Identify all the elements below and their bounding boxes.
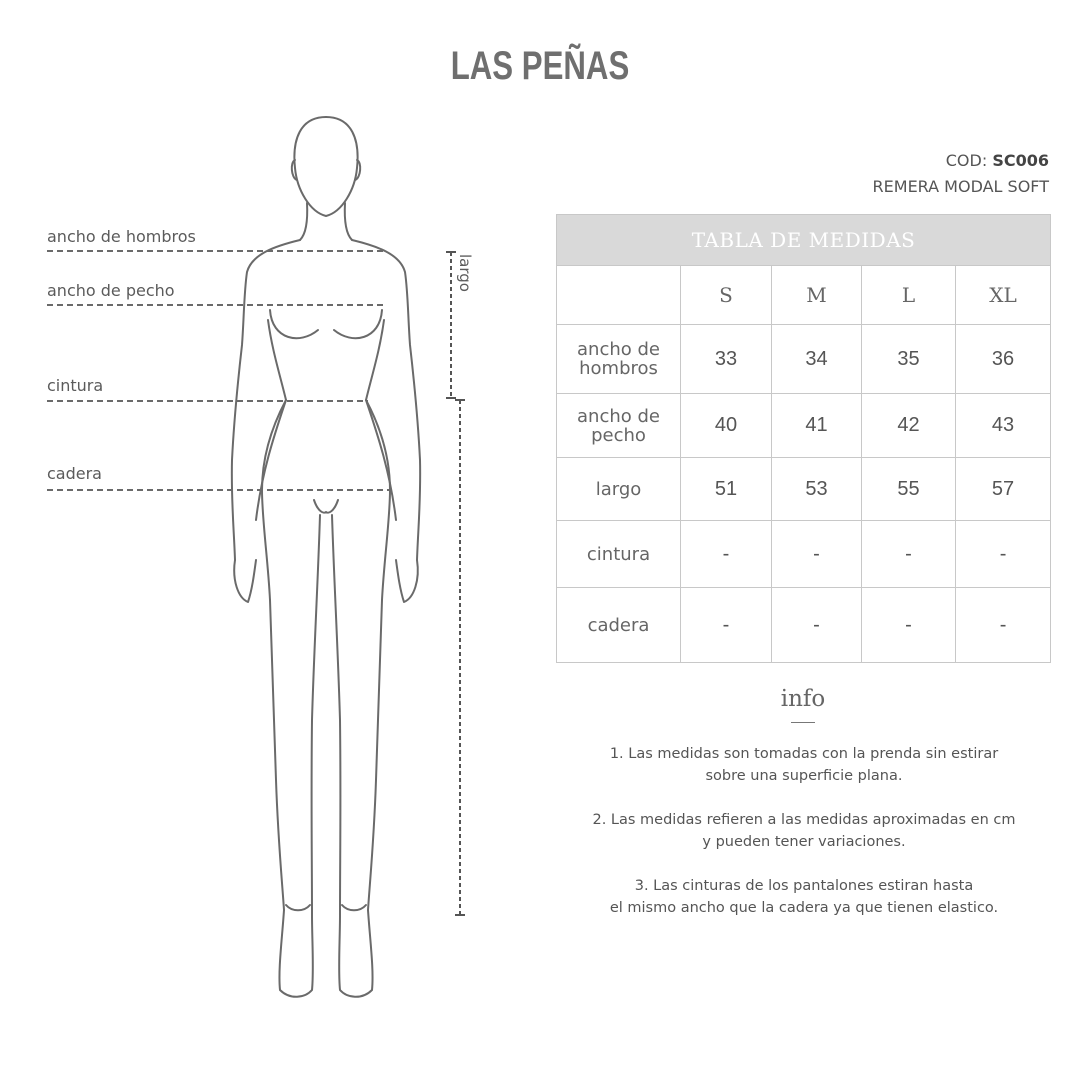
info-title: info (780, 686, 826, 712)
table-cell: - (772, 588, 862, 663)
label-largo: largo (456, 254, 474, 292)
row-label: cadera (557, 588, 681, 663)
table-cell: 36 (956, 325, 1051, 394)
row-label: cintura (557, 521, 681, 588)
table-cell: 51 (681, 458, 772, 521)
size-header: M (772, 266, 862, 325)
table-cell: 42 (862, 394, 956, 458)
table-cell: 41 (772, 394, 862, 458)
row-label: ancho de pecho (557, 394, 681, 458)
product-code-value: SC006 (992, 151, 1049, 170)
table-row (557, 588, 1051, 663)
brand-title: LAS PEÑAS (450, 44, 630, 88)
size-header: L (862, 266, 956, 325)
table-cell: 33 (681, 325, 772, 394)
table-cell: 53 (772, 458, 862, 521)
row-label: ancho de hombros (557, 325, 681, 394)
table-row (557, 325, 1051, 394)
table-cell: 34 (772, 325, 862, 394)
table-cell: 40 (681, 394, 772, 458)
table-row (557, 521, 1051, 588)
size-table (556, 214, 1051, 663)
label-ancho-de-hombros: ancho de hombros (47, 227, 196, 246)
size-header: S (681, 266, 772, 325)
info-divider (791, 722, 815, 723)
info-note: 1. Las medidas son tomadas con la prenda sin estirar sobre una superficie plana. (609, 746, 999, 784)
table-cell: - (862, 521, 956, 588)
label-ancho-de-pecho: ancho de pecho (47, 281, 175, 300)
label-cintura: cintura (47, 376, 104, 395)
table-corner-cell (557, 266, 681, 325)
product-code-label: COD: (945, 151, 988, 170)
size-header: XL (956, 266, 1051, 325)
table-row (557, 458, 1051, 521)
info-note: 3. Las cinturas de los pantalones estiran hasta el mismo ancho que la cadera ya que tienen elastico. (609, 878, 999, 916)
table-row (557, 394, 1051, 458)
label-cadera: cadera (47, 464, 102, 483)
table-cell: 43 (956, 394, 1051, 458)
table-cell: - (681, 521, 772, 588)
row-label: largo (557, 458, 681, 521)
table-cell: - (956, 588, 1051, 663)
table-title: TABLA DE MEDIDAS (557, 215, 1051, 266)
table-cell: - (862, 588, 956, 663)
table-cell: 57 (956, 458, 1051, 521)
info-note: 2. Las medidas refieren a las medidas aproximadas en cm y pueden tener variaciones. (592, 812, 1016, 850)
product-code (946, 151, 1049, 170)
table-cell: 55 (862, 458, 956, 521)
product-name: REMERA MODAL SOFT (872, 177, 1049, 196)
table-cell: - (772, 521, 862, 588)
info-section-header (556, 686, 1050, 723)
table-cell: - (681, 588, 772, 663)
table-cell: - (956, 521, 1051, 588)
table-cell: 35 (862, 325, 956, 394)
